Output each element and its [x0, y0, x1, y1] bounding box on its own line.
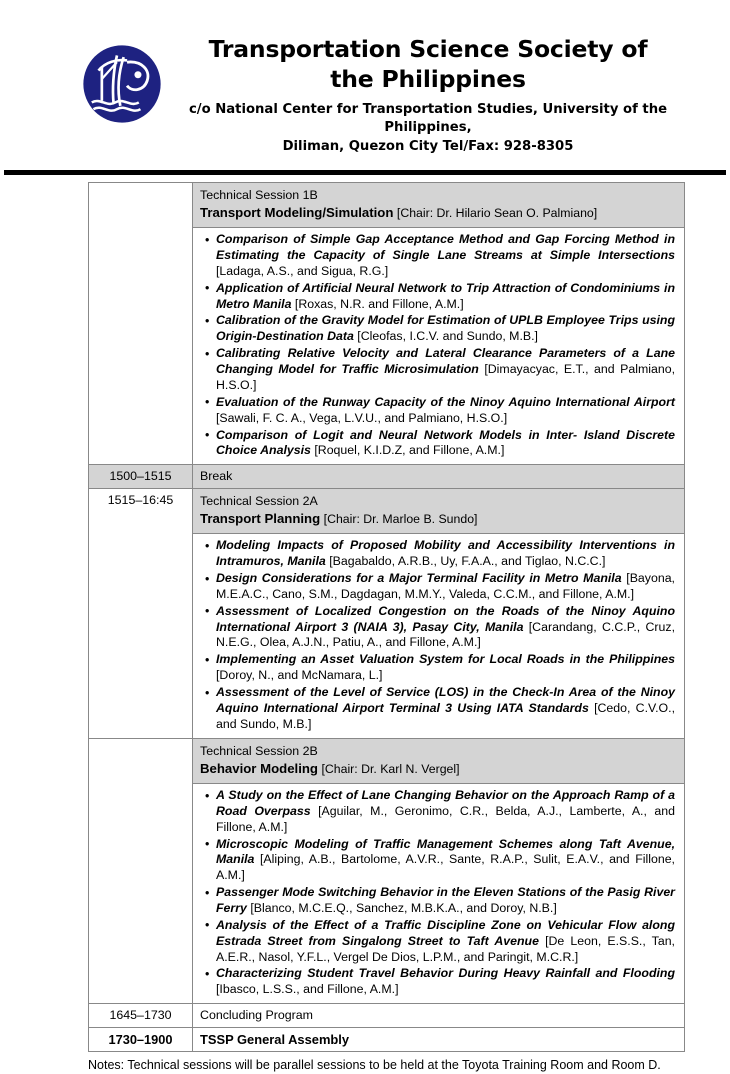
paper-title: Comparison of Simple Gap Acceptance Method and Gap Forcing Method in Estimating the Capacity of Single Lane Streams at Simple Intersections [216, 232, 675, 263]
list-item [205, 837, 675, 885]
paper-title: Application of Artificial Neural Network to Trip Attraction of Condominiums in Metro Manila [216, 280, 675, 311]
paper-title: Characterizing Student Travel Behavior During Heavy Rainfall and Flooding [216, 966, 675, 981]
list-item [205, 313, 675, 345]
paper-authors: [Doroy, N., and McNamara, L.] [216, 668, 383, 683]
paper-title: Modeling Impacts of Proposed Mobility and Accessibility Interventions in Intramuros, Manila [216, 538, 675, 569]
list-item [205, 918, 675, 966]
row-content-cell [193, 465, 685, 489]
row-label: Break [193, 465, 684, 488]
paper-title: Microscopic Modeling of Traffic Management Schemes along Taft Avenue, Manila [216, 836, 675, 867]
session-chair: [Chair: Dr. Hilario Sean O. Palmiano] [396, 206, 598, 221]
paper-authors: [Bagabaldo, A.R.B., Uy, F.A.A., and Tiglao, N.C.C.] [329, 554, 606, 569]
session-number: Technical Session 1B [200, 187, 318, 202]
paper-authors: [Roxas, N.R. and Fillone, A.M.] [294, 296, 464, 311]
paper-title: Comparison of Logit and Neural Network Models in Inter- Island Discrete Choice Analysis [216, 427, 675, 458]
session-header-cell [193, 738, 685, 783]
list-item [205, 652, 675, 684]
session-title-line [200, 510, 678, 528]
programme-table [88, 182, 685, 1053]
paper-authors: [Sawali, F. C. A., Vega, L.V.U., and Palmiano, H.S.O.] [216, 410, 508, 425]
time-cell [89, 738, 193, 1004]
paper-list [205, 232, 675, 459]
list-item [205, 788, 675, 836]
row-content-cell [193, 1004, 685, 1028]
paper-list-container [193, 228, 684, 464]
session-chair: [Chair: Dr. Marloe B. Sundo] [323, 512, 478, 527]
session-header [193, 183, 684, 227]
session-header-row [89, 182, 685, 227]
session-title-line [200, 760, 678, 778]
list-item [205, 395, 675, 427]
paper-authors: [Carandang, C.C.P., Cruz, N.E.G., Olea, A.J.N., Patiu, A., and Fillone, A.M.] [216, 619, 675, 650]
letterhead-text [166, 34, 708, 156]
paper-title: Design Considerations for a Major Terminal Facility in Metro Manila [216, 571, 622, 586]
time-cell [89, 488, 193, 738]
table-row [89, 1004, 685, 1028]
address-line-2: Diliman, Quezon City Tel/Fax: 928-8305 [282, 138, 574, 154]
time-label: 1515–16:45 [107, 492, 174, 507]
paper-title: A Study on the Effect of Lane Changing Behavior on the Approach Ramp of a Road Overpass [216, 788, 675, 818]
programme-table-zone [0, 175, 730, 1074]
list-item [205, 885, 675, 917]
paper-authors: [Aliping, A.B., Bartolome, A.V.R., Sante, R.A.P., Sulit, E.A.V., and Fillone, A.M.] [216, 852, 675, 883]
paper-authors: [Blanco, M.C.E.Q., Sanchez, M.B.K.A., and Doroy, N.B.] [250, 901, 557, 916]
time-cell [89, 182, 193, 464]
time-cell [89, 465, 193, 489]
list-item [205, 428, 675, 460]
paper-title: Evaluation of the Runway Capacity of the Ninoy Aquino International Airport [216, 394, 675, 409]
paper-authors: [Cedo, C.V.O., and Sundo, M.B.] [216, 700, 676, 731]
paper-list-container [193, 784, 684, 1003]
paper-authors: [Bayona, M.E.A.C., Cano, S.M., Dagdagan, M.M.Y., Valeda, C.C.M., and Fillone, A.M.] [216, 571, 675, 601]
paper-authors: [Roquel, K.I.D.Z, and Fillone, A.M.] [314, 443, 505, 458]
logo-container [80, 34, 166, 126]
paper-authors: [Ibasco, L.S.S., and Fillone, A.M.] [216, 982, 399, 997]
time-label [89, 739, 192, 745]
list-item [205, 232, 675, 280]
paper-authors: [Dimayacyac, E.T., and Palmiano, H.S.O.] [216, 362, 676, 392]
session-title-line [200, 204, 678, 222]
list-item [205, 571, 675, 603]
tssp-logo-icon [80, 42, 166, 126]
table-row [89, 465, 685, 489]
table-notes: Notes: Technical sessions will be parallel sessions to be held at the Toyota Training Room and Room D. [88, 1058, 661, 1073]
session-number: Technical Session 2A [200, 493, 318, 508]
session-header [193, 739, 684, 783]
list-item [205, 685, 675, 733]
session-chair: [Chair: Dr. Karl N. Vergel] [321, 762, 460, 777]
list-item [205, 538, 675, 570]
list-item [205, 346, 675, 394]
paper-authors: [Ladaga, A.S., and Sigua, R.G.] [216, 263, 389, 278]
paper-list-container [193, 534, 684, 737]
session-papers-cell [193, 534, 685, 738]
paper-title: Analysis of the Effect of a Traffic Discipline Zone on Vehicular Flow along Estrada Street from Singalong Street to Taft Avenue [216, 917, 675, 948]
list-item [205, 281, 675, 313]
session-header-row [89, 738, 685, 783]
session-header-cell [193, 182, 685, 227]
paper-title: Implementing an Asset Valuation System for Local Roads in the Philippines [216, 652, 675, 667]
session-title: Transport Planning [200, 511, 321, 527]
organization-address [166, 101, 690, 156]
session-header [193, 489, 684, 533]
paper-title: Calibration of the Gravity Model for Estimation of UPLB Employee Trips using Origin-Destination Data [216, 313, 675, 344]
time-cell [89, 1027, 193, 1051]
letterhead [0, 0, 730, 156]
session-header-cell [193, 488, 685, 533]
address-line-1: c/o National Center for Transportation Studies, University of the Philippines, [188, 102, 668, 136]
paper-title: Assessment of Localized Congestion on the Roads of the Ninoy Aquino International Airport 3 (NAIA 3), Pasay City, Manila [216, 603, 675, 634]
row-label: Concluding Program [200, 1008, 313, 1023]
paper-authors: [Cleofas, I.C.V. and Sundo, M.B.] [357, 329, 538, 344]
session-number: Technical Session 2B [200, 743, 318, 758]
paper-title: Passenger Mode Switching Behavior in the Eleven Stations of the Pasig River Ferry [216, 885, 675, 916]
row-content-cell [193, 1027, 685, 1051]
paper-authors: [Aguilar, M., Geronimo, C.R., Belda, A.J., Lamberte, A., and Fillone, A.M.] [216, 803, 675, 834]
time-label: 1730–1900 [108, 1031, 173, 1047]
list-item [205, 604, 675, 652]
session-header-row [89, 488, 685, 533]
time-label: 1645–1730 [109, 1008, 172, 1023]
paper-title: Assessment of the Level of Service (LOS) in the Check-In Area of the Ninoy Aquino International Airport Terminal 3 Using IATA Standards [216, 685, 675, 715]
row-label: TSSP General Assembly [200, 1031, 350, 1047]
paper-list [205, 788, 675, 998]
session-papers-cell [193, 784, 685, 1004]
time-label: 1500–1515 [89, 465, 192, 488]
paper-list [205, 538, 675, 732]
session-papers-cell [193, 228, 685, 465]
table-row [89, 1027, 685, 1051]
paper-authors: [De Leon, E.S.S., Tan, A.E.R., Nasol, Y.F.L., Vergel De Dios, L.P.M., and Paringit, M.C.R.] [216, 933, 675, 964]
paper-title: Calibrating Relative Velocity and Lateral Clearance Parameters of a Lane Changing Model for Traffic Microsimulation [216, 346, 675, 377]
session-title: Behavior Modeling [200, 761, 318, 777]
session-title: Transport Modeling/Simulation [200, 205, 394, 221]
list-item [205, 966, 675, 998]
time-cell [89, 1004, 193, 1028]
time-label [89, 183, 192, 189]
organization-title: Transportation Science Society of the Philippines [208, 35, 648, 94]
